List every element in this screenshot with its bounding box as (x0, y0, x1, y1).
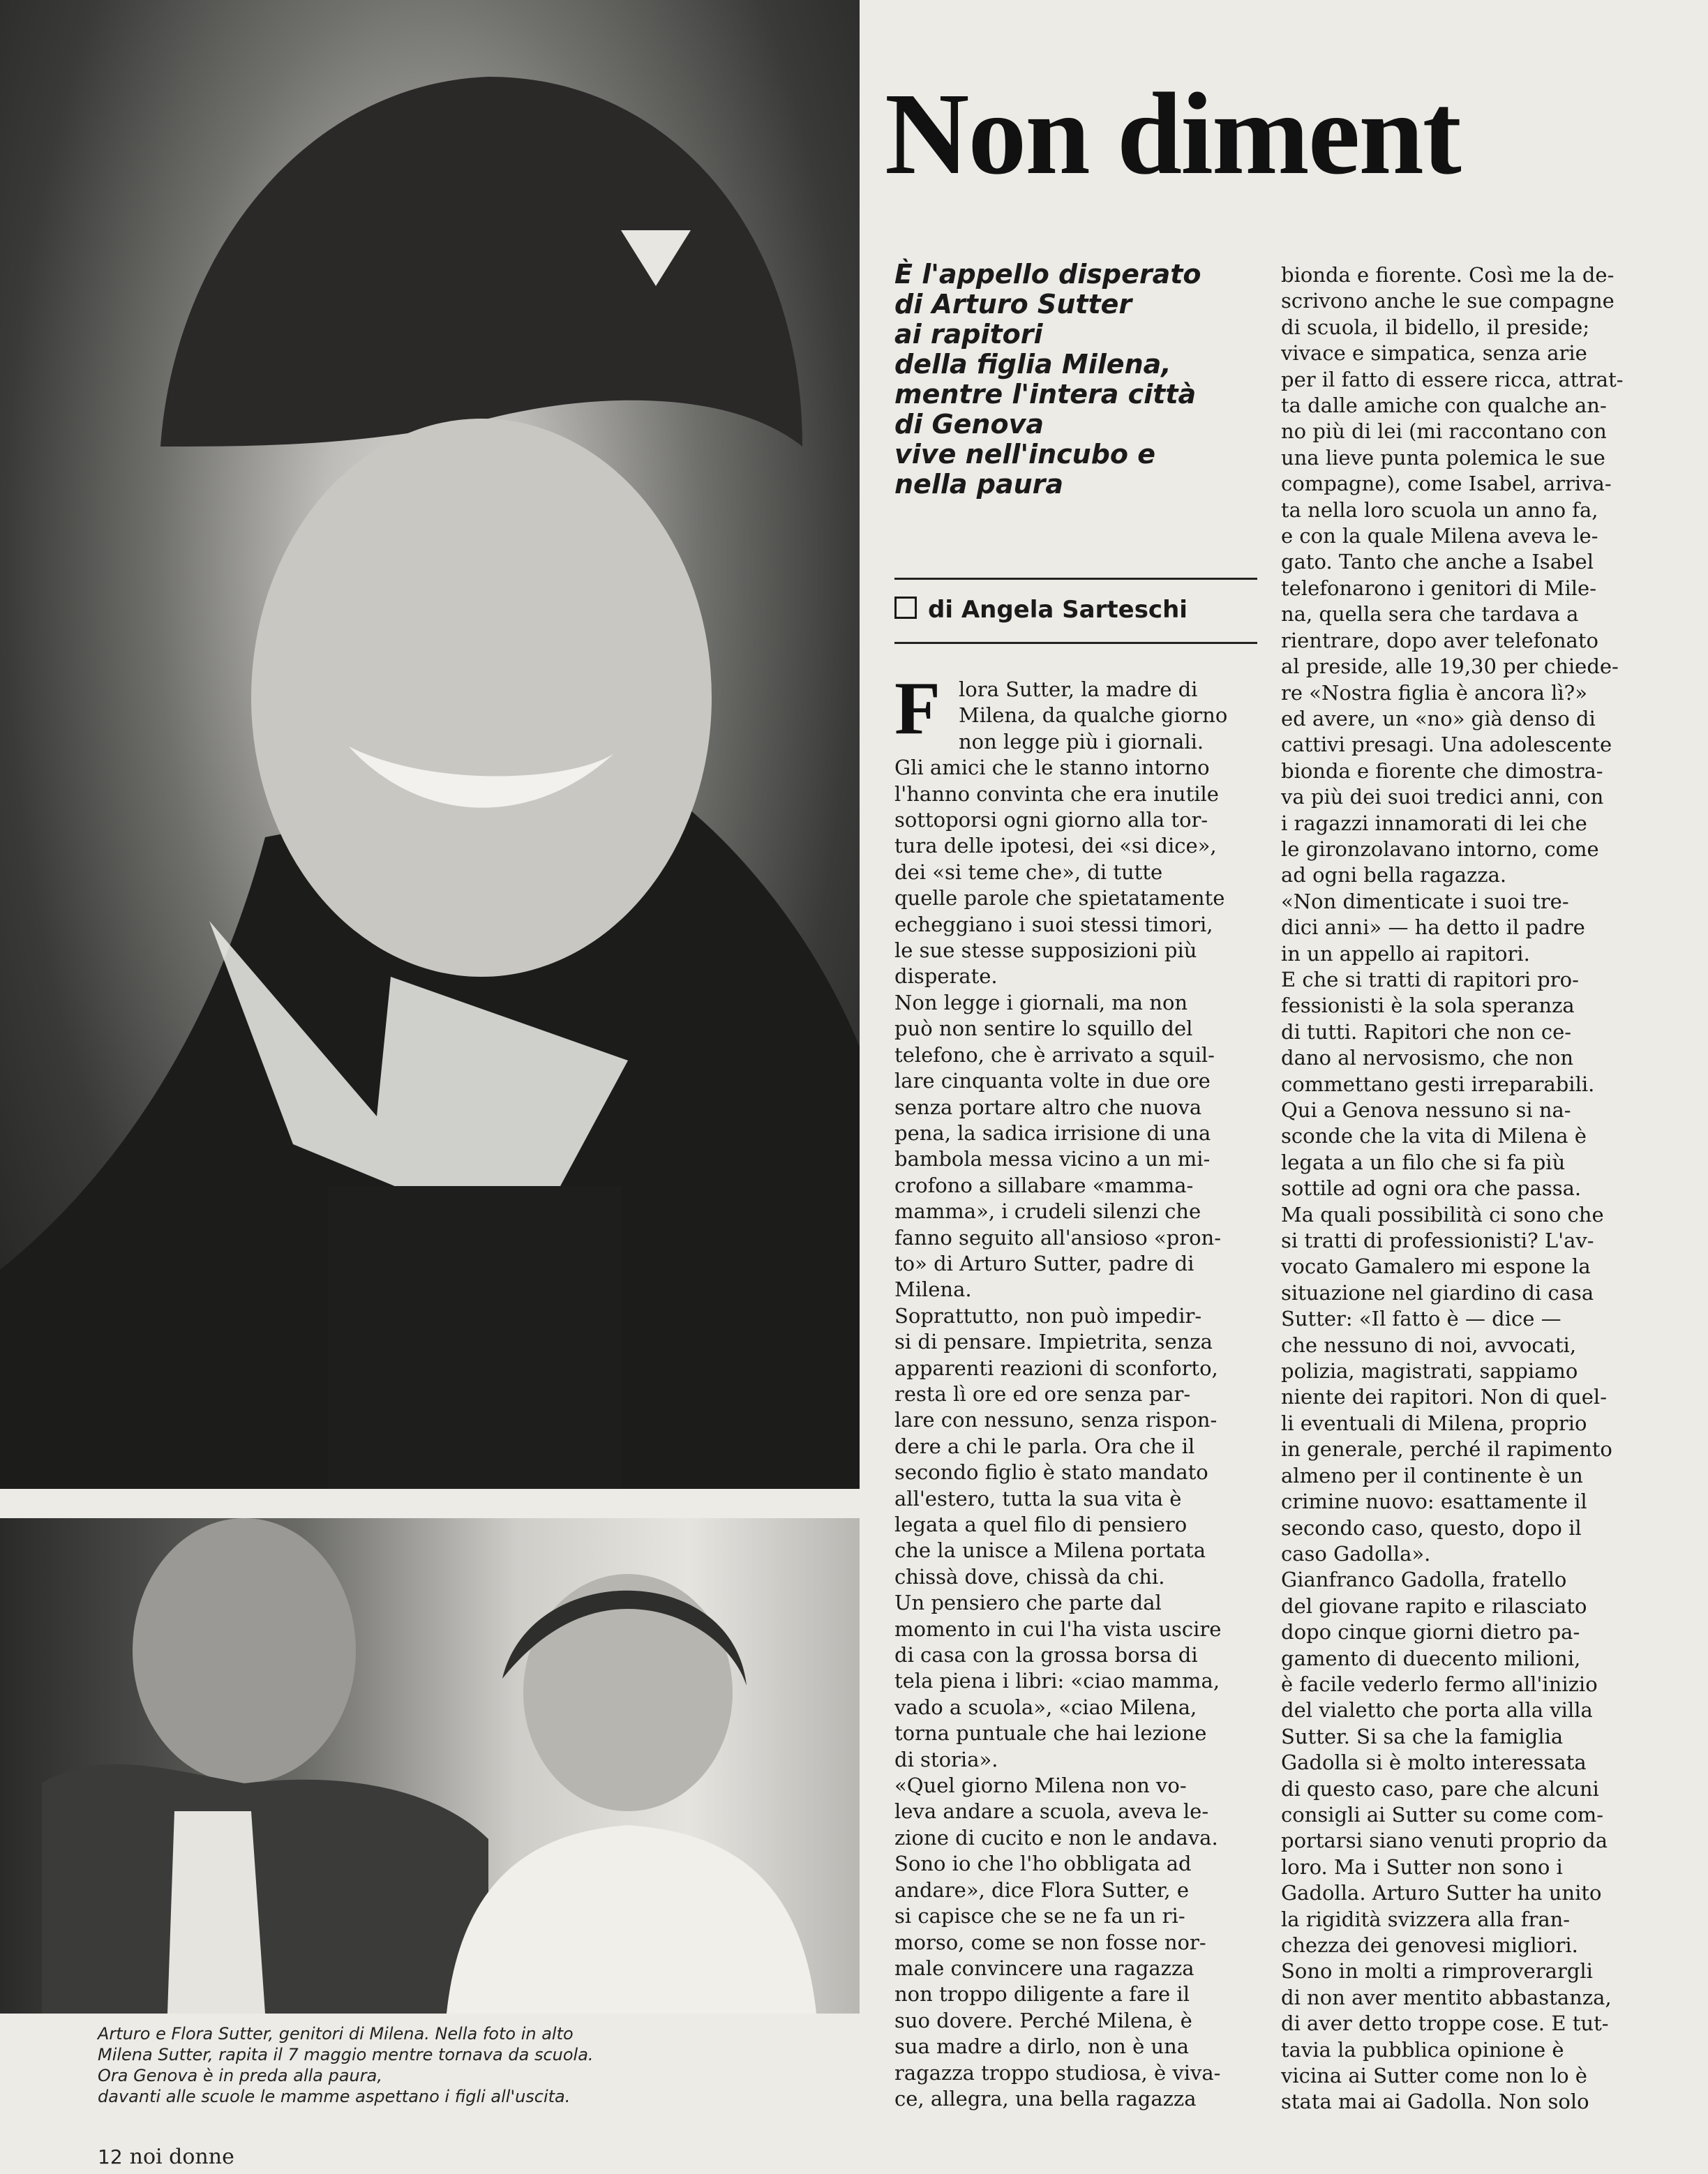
article-line: si di pensare. Impietrita, senza (894, 1330, 1213, 1354)
article-line: di tutti. Rapitori che non ce- (1281, 1019, 1572, 1044)
article-line: all'estero, tutta la sua vita è (894, 1486, 1182, 1510)
article-line: fanno seguito all'ansioso «pron- (894, 1225, 1222, 1250)
byline (894, 594, 1188, 625)
article-line: di casa con la grossa borsa di (894, 1643, 1198, 1667)
photo-milena (0, 0, 860, 1489)
deck-line: È l'appello disperato (894, 259, 1201, 290)
article-line: polizia, magistrati, sappiamo (1281, 1359, 1578, 1384)
article-line: consigli ai Sutter su come com- (1281, 1802, 1604, 1827)
page-footer (98, 2145, 234, 2169)
article-line: chissà dove, chissà da chi. (894, 1564, 1165, 1589)
article-line: Sono io che l'ho obbligata ad (894, 1852, 1192, 1876)
article-line: vicina ai Sutter come non lo è (1281, 2064, 1587, 2088)
drop-cap: F (894, 667, 941, 750)
article-line: chezza dei genovesi migliori. (1281, 1933, 1578, 1957)
article-line: in generale, perché il rapimento (1281, 1437, 1612, 1462)
article-line: E che si tratti di rapitori pro- (1281, 967, 1579, 991)
article-line: che nessuno di noi, avvocati, (1281, 1333, 1577, 1357)
article-line: tela piena i libri: «ciao mamma, (894, 1669, 1220, 1693)
article-line: commettano gesti irreparabili. (1281, 1072, 1595, 1096)
article-line: Milena. (894, 1277, 972, 1302)
article-line: ta nella loro scuola un anno fa, (1281, 497, 1598, 522)
article-line: telefono, che è arrivato a squil- (894, 1042, 1215, 1067)
article-line: di non aver mentito abbastanza, (1281, 1985, 1612, 2009)
sweater-shape (328, 1186, 621, 1489)
photo-parents-illustration (0, 1518, 860, 2014)
deck-line: della figlia Milena, (894, 349, 1171, 380)
article-line: resta lì ore ed ore senza par- (894, 1381, 1191, 1406)
article-line: Milena, da qualche giorno (959, 703, 1228, 728)
page-number: 12 (98, 2145, 123, 2168)
article-line: Gadolla si è molto interessata (1281, 1751, 1587, 1775)
article-line: andare», dice Flora Sutter, e (894, 1877, 1190, 1902)
article-line: stata mai ai Gadolla. Non solo (1281, 2090, 1589, 2114)
article-line: Qui a Genova nessuno si na- (1281, 1098, 1571, 1122)
article-line: e con la quale Milena aveva le- (1281, 524, 1598, 548)
article-line: si tratti di professionisti? L'av- (1281, 1229, 1594, 1253)
article-line: secondo caso, questo, dopo il (1281, 1515, 1582, 1540)
article-line: Sutter. Si sa che la famiglia (1281, 1724, 1564, 1748)
article-line: mamma», i crudeli silenzi che (894, 1199, 1201, 1224)
article-line: al preside, alle 19,30 per chiede- (1281, 654, 1619, 679)
article-line: gato. Tanto che anche a Isabel (1281, 550, 1594, 574)
byline-rule-bottom (894, 642, 1257, 644)
article-line: di scuola, il bidello, il preside; (1281, 315, 1590, 339)
mother-sweater-shape (447, 1825, 816, 2014)
article-line: fessionisti è la sola speranza (1281, 994, 1575, 1018)
article-line: dici anni» — ha detto il padre (1281, 915, 1585, 940)
article-line: dano al nervosismo, che non (1281, 1046, 1574, 1070)
byline-box-icon (894, 597, 917, 619)
article-line: crofono a sillabare «mamma- (894, 1173, 1194, 1197)
article-line: to» di Arturo Sutter, padre di (894, 1251, 1194, 1275)
photo-parents (0, 1518, 860, 2014)
article-line: lare cinquanta volte in due ore (894, 1069, 1211, 1093)
article-line: rientrare, dopo aver telefonato (1281, 628, 1598, 652)
article-line: disperate. (894, 964, 998, 989)
article-line: vado a scuola», «ciao Milena, (894, 1695, 1197, 1719)
article-line: Un pensiero che parte dal (894, 1591, 1162, 1615)
article-line: Sono in molti a rimproverargli (1281, 1959, 1593, 1984)
article-line: leva andare a scuola, aveva le- (894, 1799, 1209, 1824)
article-line: Soprattutto, non può impedir- (894, 1303, 1202, 1328)
deck (894, 260, 1271, 500)
cap-shape (160, 77, 802, 447)
article-line: ad ogni bella ragazza. (1281, 863, 1507, 887)
article-line: pena, la sadica irrisione di una (894, 1120, 1211, 1145)
article-line: sottile ad ogni ora che passa. (1281, 1176, 1582, 1201)
article-line: loro. Ma i Sutter non sono i (1281, 1854, 1563, 1879)
article-line: in un appello ai rapitori. (1281, 941, 1530, 966)
caption-line: Ora Genova è in preda alla paura, (98, 2066, 382, 2085)
article-line: bionda e fiorente. Così me la de- (1281, 263, 1615, 287)
article-line: «Quel giorno Milena non vo- (894, 1774, 1187, 1798)
article-line: situazione nel giardino di casa (1281, 1280, 1594, 1305)
article-line: dei «si teme che», di tutte (894, 860, 1163, 884)
article-line: le sue stesse supposizioni più (894, 938, 1197, 963)
article-line: male convincere una ragazza (894, 1956, 1194, 1980)
article-line: Gianfranco Gadolla, fratello (1281, 1568, 1567, 1592)
article-line: che la unisce a Milena portata (894, 1538, 1206, 1563)
article-line: lare con nessuno, senza rispon- (894, 1408, 1218, 1432)
article-line: suo dovere. Perché Milena, è (894, 2008, 1192, 2032)
article-line: le gironzolavano intorno, come (1281, 837, 1599, 861)
article-line: vivace e simpatica, senza arie (1281, 341, 1587, 366)
article-line: echeggiano i suoi stessi timori, (894, 912, 1213, 936)
article-line: secondo figlio è stato mandato (894, 1460, 1208, 1485)
article-line: ta dalle amiche con qualche an- (1281, 393, 1607, 418)
article-line: di aver detto troppe cose. E tut- (1281, 2011, 1609, 2036)
article-line: l'hanno convinta che era inutile (894, 781, 1219, 806)
article-line: i ragazzi innamorati di lei che (1281, 811, 1587, 835)
deck-line: nella paura (894, 469, 1064, 500)
article-line: legata a un filo che si fa più (1281, 1150, 1566, 1174)
article-line: non troppo diligente a fare il (894, 1982, 1190, 2007)
article-line: li eventuali di Milena, proprio (1281, 1411, 1587, 1435)
article-line: Gli amici che le stanno intorno (894, 756, 1210, 780)
article-line: del giovane rapito e rilasciato (1281, 1594, 1587, 1618)
caption-line: davanti alle scuole le mamme aspettano i figli all'uscita. (98, 2087, 571, 2106)
article-line: di questo caso, pare che alcuni (1281, 1776, 1599, 1801)
article-line: gamento di duecento milioni, (1281, 1646, 1581, 1670)
article-column-2 (1281, 262, 1663, 2115)
article-line: caso Gadolla». (1281, 1541, 1431, 1566)
article-line: «Non dimenticate i suoi tre- (1281, 889, 1569, 913)
article-line: ce, allegra, una bella ragazza (894, 2086, 1197, 2111)
article-line: sconde che la vita di Milena è (1281, 1124, 1587, 1148)
deck-line: ai rapitori (894, 319, 1043, 350)
article-line: lora Sutter, la madre di (959, 677, 1198, 701)
article-line: può non sentire lo squillo del (894, 1017, 1193, 1041)
article-line: cattivi presagi. Una adolescente (1281, 733, 1612, 757)
magazine-name: noi donne (129, 2145, 234, 2169)
byline-text: di Angela Sarteschi (928, 596, 1188, 624)
photo-caption (98, 2023, 851, 2107)
father-jacket-shape (42, 1764, 488, 2014)
article-line: apparenti reazioni di sconforto, (894, 1356, 1218, 1380)
article-line: almeno per il continente è un (1281, 1463, 1583, 1487)
byline-rule-top (894, 578, 1257, 580)
article-line: la rigidità svizzera alla fran- (1281, 1907, 1571, 1931)
deck-line: vive nell'incubo e (894, 439, 1156, 470)
article-line: del vialetto che porta alla villa (1281, 1698, 1593, 1723)
article-line: dere a chi le parla. Ora che il (894, 1434, 1195, 1458)
article-line: crimine nuovo: esattamente il (1281, 1490, 1587, 1514)
article-line: re «Nostra figlia è ancora lì?» (1281, 680, 1587, 705)
deck-line: di Arturo Sutter (894, 289, 1132, 320)
article-line: bambola messa vicino a un mi- (894, 1147, 1211, 1171)
article-line: morso, come se non fosse nor- (894, 1930, 1206, 1954)
article-line: zione di cucito e non le andava. (894, 1825, 1218, 1850)
article-line: Ma quali possibilità ci sono che (1281, 1202, 1604, 1227)
article-line: quelle parole che spietatamente (894, 886, 1225, 910)
article-line: no più di lei (mi raccontano con (1281, 419, 1607, 444)
article-line: scrivono anche le sue compagne (1281, 289, 1615, 313)
father-shirt-shape (167, 1811, 265, 2014)
article-line: non legge più i giornali. (959, 729, 1204, 754)
face-shape (251, 419, 712, 977)
article-line: Non legge i giornali, ma non (894, 990, 1188, 1014)
photo-milena-illustration (0, 0, 860, 1489)
caption-line: Milena Sutter, rapita il 7 maggio mentre tornava da scuola. (98, 2045, 594, 2064)
deck-line: di Genova (894, 409, 1044, 440)
article-line: Sutter: «Il fatto è — dice — (1281, 1307, 1561, 1331)
article-line: di storia». (894, 1747, 998, 1771)
article-line: ed avere, un «no» già denso di (1281, 706, 1596, 730)
article-line: compagne), come Isabel, arriva- (1281, 472, 1612, 496)
article-line: tavia la pubblica opinione è (1281, 2037, 1564, 2062)
article-line: dopo cinque giorni dietro pa- (1281, 1620, 1580, 1644)
article-line: momento in cui l'ha vista uscire (894, 1617, 1222, 1641)
article-column-1 (894, 677, 1257, 2112)
article-line: si capisce che se ne fa un ri- (894, 1904, 1185, 1928)
article-line: telefonarono i genitori di Mile- (1281, 576, 1596, 600)
article-line: bionda e fiorente che dimostra- (1281, 758, 1603, 783)
deck-line: mentre l'intera città (894, 379, 1197, 410)
article-line: tura delle ipotesi, dei «si dice», (894, 834, 1217, 858)
article-line: na, quella sera che tardava a (1281, 602, 1579, 627)
headline: Non diment (885, 69, 1460, 199)
article-line: è facile vederlo fermo all'inizio (1281, 1672, 1598, 1696)
article-line: vocato Gamalero mi espone la (1281, 1254, 1591, 1279)
article-line: legata a quel filo di pensiero (894, 1513, 1188, 1536)
article-line: ragazza troppo studiosa, è viva- (894, 2060, 1221, 2085)
father-head-shape (133, 1518, 356, 1783)
article-line: niente dei rapitori. Non di quel- (1281, 1385, 1607, 1409)
article-line: sottoporsi ogni giorno alla tor- (894, 808, 1208, 832)
article-line: va più dei suoi tredici anni, con (1281, 785, 1604, 809)
article-line: portarsi siano venuti proprio da (1281, 1829, 1608, 1853)
article-line: senza portare altro che nuova (894, 1095, 1202, 1119)
article-line: torna puntuale che hai lezione (894, 1721, 1207, 1746)
article-line: per il fatto di essere ricca, attrat- (1281, 367, 1624, 391)
article-line: Gadolla. Arturo Sutter ha unito (1281, 1881, 1602, 1905)
article-line: sua madre a dirlo, non è una (894, 2034, 1190, 2059)
caption-line: Arturo e Flora Sutter, genitori di Milena. Nella foto in alto (98, 2024, 574, 2044)
article-line: una lieve punta polemica le sue (1281, 445, 1605, 470)
